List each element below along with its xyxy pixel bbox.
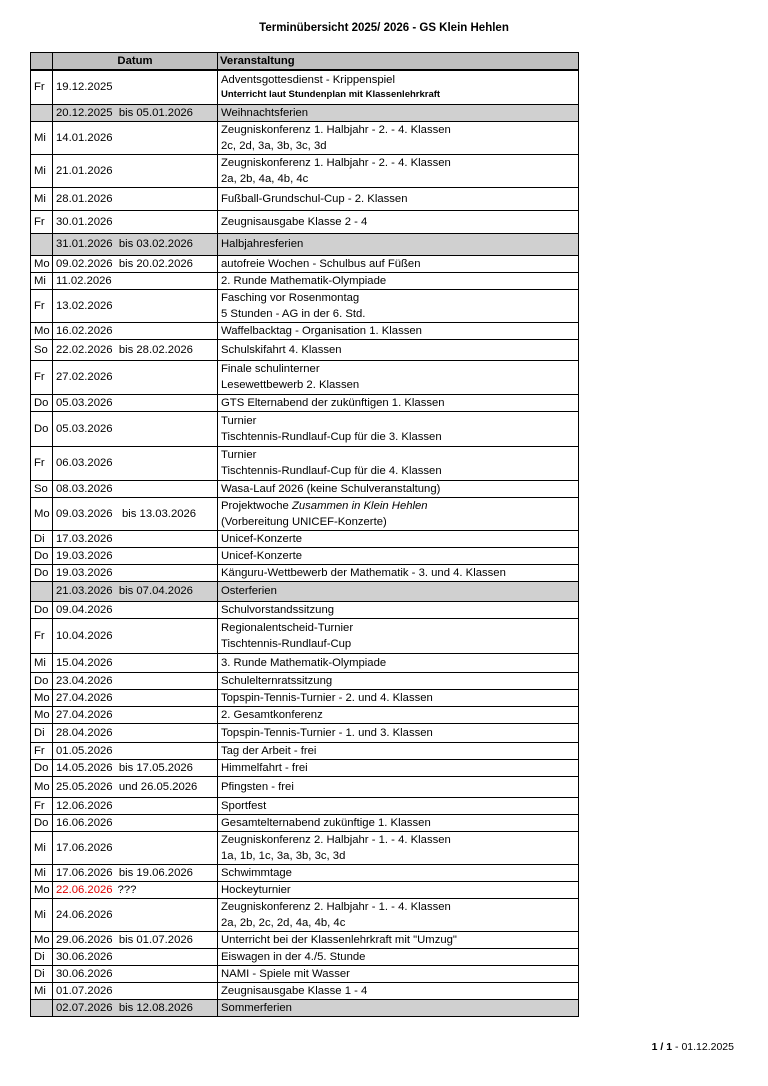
event-cell — [218, 672, 579, 689]
event-text: Turnier — [221, 414, 257, 427]
holiday-row — [31, 999, 579, 1016]
table-row — [31, 289, 579, 322]
table-row — [31, 497, 579, 530]
event-text: Unicef-Konzerte — [221, 532, 302, 545]
date-cell: 27.04.2026 — [53, 706, 218, 723]
event-text: Waffelbacktag - Organisation 1. Klassen — [221, 324, 422, 337]
event-text: GTS Elternabend der zukünftigen 1. Klassen — [221, 396, 445, 409]
event-cell — [218, 723, 579, 742]
weekday-cell: Fr — [31, 360, 53, 394]
date-cell: 19.03.2026 — [53, 564, 218, 581]
weekday-cell: Mo — [31, 706, 53, 723]
table-row — [31, 814, 579, 831]
event-line-2: (Vorbereitung UNICEF-Konzerte) — [221, 515, 387, 528]
table-row — [31, 759, 579, 776]
table-row — [31, 322, 579, 339]
weekday-cell: Mo — [31, 689, 53, 706]
event-text: Schulelternratssitzung — [221, 674, 333, 687]
table-row — [31, 601, 579, 618]
date-cell: 27.02.2026 — [53, 360, 218, 394]
weekday-cell: Mo — [31, 931, 53, 948]
date-cell: 19.12.2025 — [53, 70, 218, 104]
schedule-body — [31, 70, 579, 1016]
event-cell — [218, 581, 579, 601]
date-cell: 22.02.2026 bis 28.02.2026 — [53, 339, 218, 360]
event-cell — [218, 272, 579, 289]
event-text: Zeugniskonferenz 1. Halbjahr - 2. - 4. Klassen — [221, 156, 451, 169]
date-cell: 16.02.2026 — [53, 322, 218, 339]
event-text: Fußball-Grundschul-Cup - 2. Klassen — [221, 192, 408, 205]
date-cell: 20.12.2025 bis 05.01.2026 — [53, 104, 218, 121]
event-cell — [218, 653, 579, 672]
table-row — [31, 547, 579, 564]
weekday-cell: Fr — [31, 210, 53, 233]
table-row — [31, 898, 579, 931]
event-line-2: Tischtennis-Rundlauf-Cup für die 4. Klassen — [221, 465, 442, 477]
event-cell — [218, 154, 579, 187]
date-cell: 23.04.2026 — [53, 672, 218, 689]
weekday-cell: Mi — [31, 982, 53, 999]
event-cell — [218, 831, 579, 864]
event-text: 2. Runde Mathematik-Olympiade — [221, 274, 387, 287]
table-row — [31, 446, 579, 480]
event-line-2: 5 Stunden - AG in der 6. Std. — [221, 307, 366, 320]
event-cell — [218, 446, 579, 480]
date-cell: 21.03.2026 bis 07.04.2026 — [53, 581, 218, 601]
table-row — [31, 689, 579, 706]
page-title: Terminübersicht 2025/ 2026 - GS Klein Hehlen — [259, 22, 509, 34]
table-row — [31, 797, 579, 814]
weekday-cell: Mi — [31, 831, 53, 864]
event-text: Adventsgottesdienst - Krippenspiel — [221, 74, 395, 87]
date-cell: 05.03.2026 — [53, 411, 218, 446]
weekday-cell: Mi — [31, 864, 53, 881]
page-footer — [652, 1041, 734, 1053]
date-cell: 15.04.2026 — [53, 653, 218, 672]
event-text: Zeugniskonferenz 2. Halbjahr - 1. - 4. Klassen — [221, 833, 451, 846]
event-text: Zeugnisausgabe Klasse 1 - 4 — [221, 984, 368, 997]
table-row — [31, 618, 579, 653]
footer-date: 01.12.2025 — [681, 1041, 734, 1053]
event-cell — [218, 255, 579, 272]
event-cell — [218, 339, 579, 360]
weekday-cell — [31, 233, 53, 255]
event-cell — [218, 104, 579, 121]
event-text: 2. Gesamtkonferenz — [221, 708, 323, 721]
date-cell: 17.06.2026 — [53, 831, 218, 864]
table-row — [31, 653, 579, 672]
date-cell: 14.05.2026 bis 17.05.2026 — [53, 759, 218, 776]
event-cell — [218, 689, 579, 706]
weekday-cell: Do — [31, 759, 53, 776]
event-text: Turnier — [221, 449, 257, 461]
event-cell — [218, 797, 579, 814]
event-cell — [218, 210, 579, 233]
event-cell — [218, 601, 579, 618]
event-text: Pfingsten - frei — [221, 780, 294, 793]
date-cell: 16.06.2026 — [53, 814, 218, 831]
weekday-cell: Mi — [31, 187, 53, 210]
event-cell — [218, 965, 579, 982]
event-cell — [218, 814, 579, 831]
event-text: Topspin-Tennis-Turnier - 2. und 4. Klassen — [221, 691, 433, 704]
event-line-2: 1a, 1b, 1c, 3a, 3b, 3c, 3d — [221, 849, 346, 862]
weekday-cell: Fr — [31, 742, 53, 759]
weekday-cell: Do — [31, 547, 53, 564]
schedule-table — [30, 52, 579, 1017]
weekday-cell: Fr — [31, 446, 53, 480]
event-line-2: 2a, 2b, 2c, 2d, 4a, 4b, 4c — [221, 916, 346, 929]
footer-separator: - — [675, 1041, 682, 1053]
weekday-cell: So — [31, 480, 53, 497]
event-text: Unterricht bei der Klassenlehrkraft mit "Umzug" — [221, 933, 457, 946]
weekday-cell: Mo — [31, 497, 53, 530]
event-cell — [218, 742, 579, 759]
table-row — [31, 530, 579, 547]
event-line-2: Tischtennis-Rundlauf-Cup für die 3. Klassen — [221, 430, 442, 443]
event-text: Känguru-Wettbewerb der Mathematik - 3. und 4. Klassen — [221, 566, 506, 579]
event-cell — [218, 564, 579, 581]
event-line-2: 2c, 2d, 3a, 3b, 3c, 3d — [221, 139, 327, 152]
table-row — [31, 339, 579, 360]
weekday-cell: Do — [31, 672, 53, 689]
event-cell — [218, 480, 579, 497]
table-row — [31, 121, 579, 154]
event-cell — [218, 898, 579, 931]
date-cell: 09.04.2026 — [53, 601, 218, 618]
table-row — [31, 360, 579, 394]
weekday-cell: Mi — [31, 653, 53, 672]
event-text: Zeugniskonferenz 1. Halbjahr - 2. - 4. Klassen — [221, 123, 451, 136]
weekday-cell: Do — [31, 564, 53, 581]
table-row — [31, 706, 579, 723]
table-row — [31, 154, 579, 187]
holiday-row — [31, 104, 579, 121]
weekday-cell: Mo — [31, 322, 53, 339]
event-cell — [218, 618, 579, 653]
event-text: Projektwoche — [221, 499, 292, 512]
date-cell: 17.06.2026 bis 19.06.2026 — [53, 864, 218, 881]
event-cell — [218, 982, 579, 999]
event-text: Topspin-Tennis-Turnier - 1. und 3. Klassen — [221, 726, 433, 739]
table-row — [31, 931, 579, 948]
weekday-cell: Fr — [31, 70, 53, 104]
event-subnote: Unterricht laut Stundenplan mit Klassenlehrkraft — [221, 89, 441, 101]
table-row — [31, 70, 579, 104]
weekday-cell — [31, 104, 53, 121]
holiday-row — [31, 233, 579, 255]
weekday-cell: Mi — [31, 154, 53, 187]
weekday-cell — [31, 999, 53, 1016]
date-cell: 14.01.2026 — [53, 121, 218, 154]
weekday-cell: Mi — [31, 121, 53, 154]
event-text: Weihnachtsferien — [221, 106, 309, 119]
date-cell: 28.01.2026 — [53, 187, 218, 210]
holiday-row — [31, 581, 579, 601]
event-cell — [218, 776, 579, 797]
event-cell — [218, 411, 579, 446]
date-cell: 25.05.2026 und 26.05.2026 — [53, 776, 218, 797]
event-cell — [218, 187, 579, 210]
date-cell: 30.06.2026 — [53, 948, 218, 965]
event-cell — [218, 706, 579, 723]
table-row — [31, 411, 579, 446]
date-cell: 30.06.2026 — [53, 965, 218, 982]
weekday-cell: Mo — [31, 255, 53, 272]
date-cell: 10.04.2026 — [53, 618, 218, 653]
weekday-cell: Mo — [31, 776, 53, 797]
event-cell — [218, 70, 579, 104]
event-text: 3. Runde Mathematik-Olympiade — [221, 656, 387, 669]
event-text: autofreie Wochen - Schulbus auf Füßen — [221, 257, 421, 270]
table-row — [31, 210, 579, 233]
table-row — [31, 864, 579, 881]
header-date: Datum — [53, 53, 218, 71]
date-cell: 06.03.2026 — [53, 446, 218, 480]
event-cell — [218, 289, 579, 322]
date-cell: 11.02.2026 — [53, 272, 218, 289]
table-row — [31, 948, 579, 965]
event-text: Eiswagen in der 4./5. Stunde — [221, 950, 366, 963]
weekday-cell — [31, 581, 53, 601]
weekday-cell: Do — [31, 394, 53, 411]
date-cell: 09.03.2026 bis 13.03.2026 — [53, 497, 218, 530]
date-cell: 27.04.2026 — [53, 689, 218, 706]
date-cell: 12.06.2026 — [53, 797, 218, 814]
event-line-2: Lesewettbewerb 2. Klassen — [221, 379, 360, 391]
date-note: ??? — [117, 883, 137, 896]
table-row — [31, 742, 579, 759]
date-cell: 17.03.2026 — [53, 530, 218, 547]
event-cell — [218, 759, 579, 776]
event-text: Wasa-Lauf 2026 (keine Schulveranstaltung) — [221, 482, 441, 495]
table-row — [31, 564, 579, 581]
date-cell: 31.01.2026 bis 03.02.2026 — [53, 233, 218, 255]
table-row — [31, 881, 579, 898]
event-cell — [218, 931, 579, 948]
table-row — [31, 672, 579, 689]
event-cell — [218, 881, 579, 898]
table-row — [31, 723, 579, 742]
table-row — [31, 394, 579, 411]
event-emphasis: Zusammen in Klein Hehlen — [291, 499, 428, 512]
event-cell — [218, 530, 579, 547]
weekday-cell: Di — [31, 948, 53, 965]
weekday-cell: Fr — [31, 797, 53, 814]
event-cell — [218, 394, 579, 411]
event-text: Halbjahresferien — [221, 238, 304, 250]
weekday-cell: Do — [31, 601, 53, 618]
event-cell — [218, 497, 579, 530]
weekday-cell: Di — [31, 723, 53, 742]
event-text: Schulskifahrt 4. Klassen — [221, 343, 342, 356]
event-text: Schwimmtage — [221, 866, 292, 879]
event-text: Zeugniskonferenz 2. Halbjahr - 1. - 4. Klassen — [221, 900, 451, 913]
event-cell — [218, 864, 579, 881]
event-text: NAMI - Spiele mit Wasser — [221, 967, 350, 980]
weekday-cell: So — [31, 339, 53, 360]
weekday-cell: Di — [31, 530, 53, 547]
weekday-cell: Fr — [31, 618, 53, 653]
date-cell: 21.01.2026 — [53, 154, 218, 187]
weekday-cell: Mi — [31, 272, 53, 289]
event-cell — [218, 999, 579, 1016]
footer-pages: 1 / 1 — [651, 1041, 673, 1053]
table-row — [31, 831, 579, 864]
table-row — [31, 480, 579, 497]
table-row — [31, 187, 579, 210]
event-text: Schulvorstandssitzung — [221, 603, 335, 616]
event-text: Sportfest — [221, 799, 267, 812]
event-text: Tag der Arbeit - frei — [221, 744, 317, 757]
event-line-2: 2a, 2b, 4a, 4b, 4c — [221, 172, 309, 185]
event-text: Finale schulinterner — [221, 363, 320, 375]
weekday-cell: Do — [31, 814, 53, 831]
event-text: Osterferien — [221, 585, 277, 597]
weekday-cell: Mi — [31, 898, 53, 931]
table-row — [31, 965, 579, 982]
date-cell: 19.03.2026 — [53, 547, 218, 564]
event-line — [221, 498, 575, 514]
header-day — [31, 53, 53, 71]
date-cell: 05.03.2026 — [53, 394, 218, 411]
date-cell: 02.07.2026 bis 12.08.2026 — [53, 999, 218, 1016]
date-cell: 01.07.2026 — [53, 982, 218, 999]
weekday-cell: Di — [31, 965, 53, 982]
date-cell: 01.05.2026 — [53, 742, 218, 759]
event-line-2: Tischtennis-Rundlauf-Cup — [221, 637, 352, 650]
event-text: Regionalentscheid-Turnier — [221, 621, 354, 634]
date-cell — [53, 881, 218, 898]
date-cell: 09.02.2026 bis 20.02.2026 — [53, 255, 218, 272]
event-cell — [218, 322, 579, 339]
date-highlighted: 22.06.2026 — [56, 883, 113, 896]
event-cell — [218, 233, 579, 255]
weekday-cell: Mo — [31, 881, 53, 898]
table-row — [31, 272, 579, 289]
table-header-row — [31, 53, 579, 71]
weekday-cell: Do — [31, 411, 53, 446]
event-text: Hockeyturnier — [221, 883, 291, 896]
event-cell — [218, 948, 579, 965]
event-text: Sommerferien — [221, 1001, 292, 1014]
date-cell: 08.03.2026 — [53, 480, 218, 497]
event-cell — [218, 121, 579, 154]
event-text: Zeugnisausgabe Klasse 2 - 4 — [221, 215, 368, 228]
event-text: Unicef-Konzerte — [221, 549, 302, 562]
date-cell: 30.01.2026 — [53, 210, 218, 233]
table-row — [31, 982, 579, 999]
event-cell — [218, 547, 579, 564]
header-event: Veranstaltung — [218, 53, 579, 71]
event-text: Himmelfahrt - frei — [221, 761, 308, 774]
date-cell: 13.02.2026 — [53, 289, 218, 322]
event-cell — [218, 360, 579, 394]
event-text: Gesamtelternabend zukünftige 1. Klassen — [221, 816, 431, 829]
date-cell: 24.06.2026 — [53, 898, 218, 931]
weekday-cell: Fr — [31, 289, 53, 322]
date-cell: 29.06.2026 bis 01.07.2026 — [53, 931, 218, 948]
event-text: Fasching vor Rosenmontag — [221, 291, 360, 304]
table-row — [31, 255, 579, 272]
table-row — [31, 776, 579, 797]
date-cell: 28.04.2026 — [53, 723, 218, 742]
